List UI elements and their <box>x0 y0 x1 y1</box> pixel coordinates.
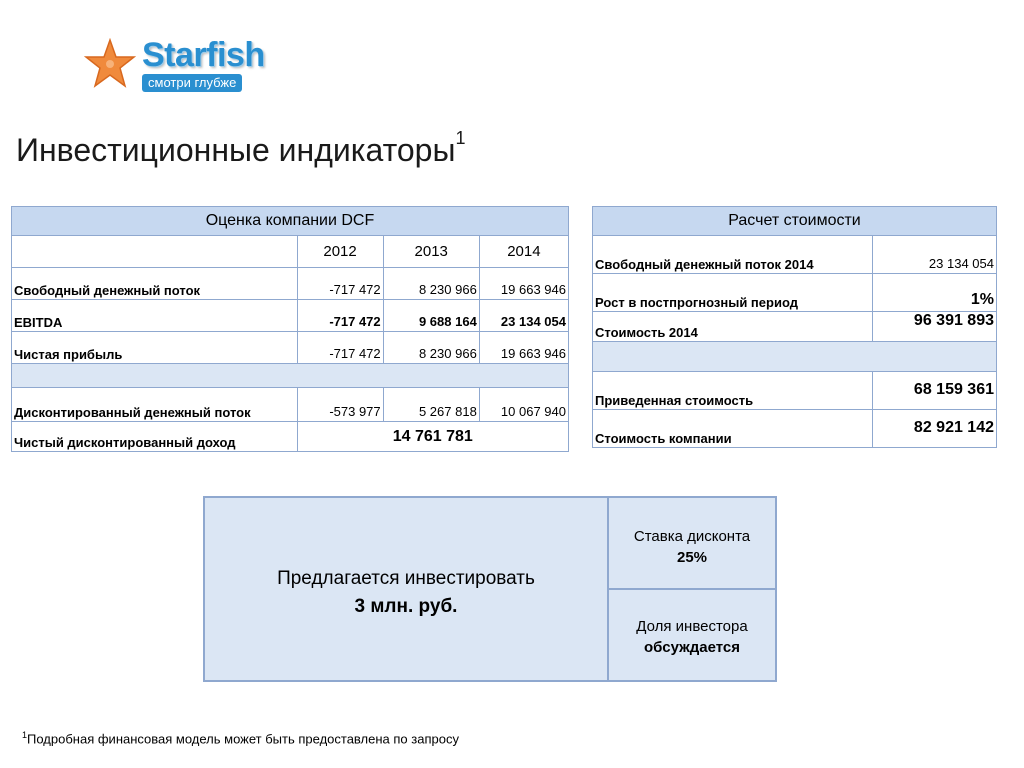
starfish-icon <box>84 38 136 90</box>
row-value: -717 472 <box>297 268 383 300</box>
footnote <box>22 730 459 746</box>
row-value: 8 230 966 <box>383 332 479 364</box>
row-value: 23 134 054 <box>872 236 996 274</box>
table-row <box>593 236 997 274</box>
page-title <box>16 128 466 169</box>
table-row <box>12 422 569 452</box>
spacer-row <box>593 342 997 372</box>
dcf-year: 2014 <box>479 236 568 268</box>
table-row <box>593 274 997 312</box>
title-footnote-mark: 1 <box>455 128 466 148</box>
dcf-table <box>11 206 569 452</box>
row-value: 23 134 054 <box>479 300 568 332</box>
logo-tagline: смотри глубже <box>142 74 242 92</box>
row-label: Чистая прибыль <box>12 332 298 364</box>
discount-rate-value: 25% <box>676 549 708 566</box>
dcf-year: 2013 <box>383 236 479 268</box>
row-value: 68 159 361 <box>872 372 996 410</box>
row-label: EBITDA <box>12 300 298 332</box>
row-label: Приведенная стоимость <box>593 372 873 410</box>
table-row <box>593 372 997 410</box>
investor-share-label: Доля инвестора <box>636 618 748 635</box>
discount-rate-label: Ставка дисконта <box>633 528 751 545</box>
row-value: 82 921 142 <box>872 410 996 448</box>
row-value: -717 472 <box>297 332 383 364</box>
row-value: 96 391 893 <box>872 312 996 342</box>
table-row <box>12 268 569 300</box>
row-value: 9 688 164 <box>383 300 479 332</box>
row-label: Свободный денежный поток 2014 <box>593 236 873 274</box>
valuation-table <box>592 206 997 448</box>
npv-value: 14 761 781 <box>297 422 569 452</box>
company-logo <box>84 34 274 96</box>
table-row <box>12 332 569 364</box>
table-row <box>12 388 569 422</box>
row-label: Дисконтированный денежный поток <box>12 388 298 422</box>
valuation-header: Расчет стоимости <box>593 207 997 236</box>
row-value: 10 067 940 <box>479 388 568 422</box>
row-value: -573 977 <box>297 388 383 422</box>
table-row <box>593 410 997 448</box>
spacer-row <box>12 364 569 388</box>
row-value: 1% <box>872 274 996 312</box>
row-label: Стоимость компании <box>593 410 873 448</box>
page-title-text: Инвестиционные индикаторы <box>16 132 456 168</box>
row-value: 8 230 966 <box>383 268 479 300</box>
row-value: 19 663 946 <box>479 332 568 364</box>
investment-amount: 3 млн. руб. <box>354 596 458 617</box>
dcf-empty-cell <box>12 236 298 268</box>
investment-offer <box>205 498 609 680</box>
row-label: Свободный денежный поток <box>12 268 298 300</box>
row-label: Стоимость 2014 <box>593 312 873 342</box>
investment-box <box>203 496 777 682</box>
discount-rate-cell <box>609 498 775 590</box>
investor-share-value: обсуждается <box>644 639 740 656</box>
table-row <box>12 300 569 332</box>
row-value: -717 472 <box>297 300 383 332</box>
footnote-mark: 1 <box>22 730 28 740</box>
row-value: 5 267 818 <box>383 388 479 422</box>
logo-brand: Starfish <box>142 36 265 74</box>
row-label: Рост в постпрогнозный период <box>593 274 873 312</box>
footnote-text: Подробная финансовая модель может быть предоставлена по запросу <box>27 731 459 747</box>
table-row <box>593 312 997 342</box>
dcf-header: Оценка компании DCF <box>12 207 569 236</box>
row-value: 19 663 946 <box>479 268 568 300</box>
investment-text: Предлагается инвестировать <box>277 568 535 589</box>
dcf-year: 2012 <box>297 236 383 268</box>
npv-label: Чистый дисконтированный доход <box>12 422 298 452</box>
investor-share-cell <box>609 590 775 680</box>
